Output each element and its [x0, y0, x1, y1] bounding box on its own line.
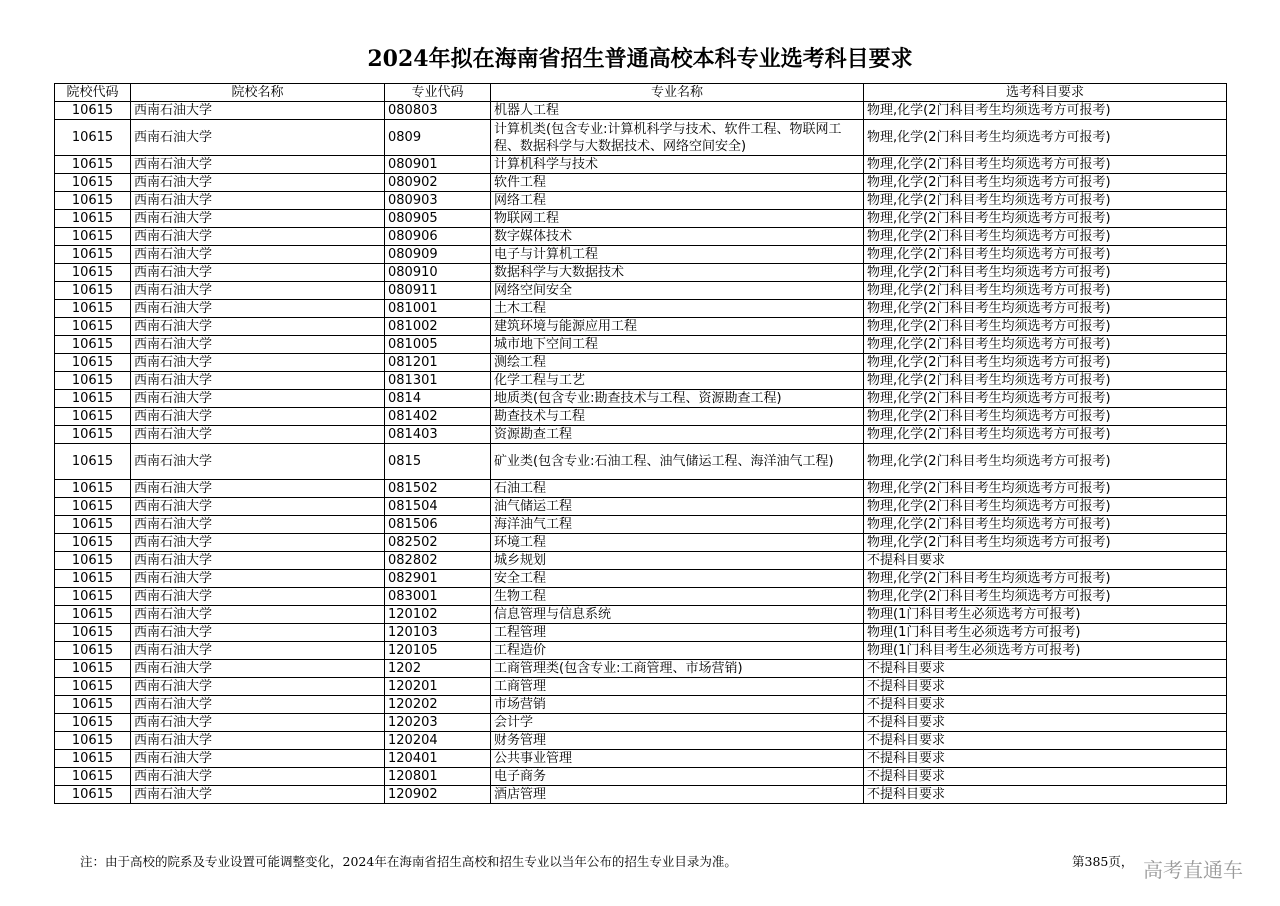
cell-major-name: 生物工程	[491, 588, 864, 606]
cell-school-name: 西南石油大学	[131, 624, 385, 642]
cell-school-name: 西南石油大学	[131, 516, 385, 534]
header-school-code: 院校代码	[55, 84, 131, 102]
cell-school-code: 10615	[55, 210, 131, 228]
cell-school-code: 10615	[55, 390, 131, 408]
table-row	[55, 318, 1227, 336]
cell-major-code: 0815	[385, 444, 491, 480]
cell-major-name: 土木工程	[491, 300, 864, 318]
header-major-code: 专业代码	[385, 84, 491, 102]
table-row	[55, 282, 1227, 300]
cell-subject-requirement: 物理,化学(2门科目考生均须选考方可报考)	[864, 102, 1227, 120]
cell-major-name: 网络工程	[491, 192, 864, 210]
cell-major-name: 公共事业管理	[491, 750, 864, 768]
cell-major-code: 0814	[385, 390, 491, 408]
cell-major-code: 081201	[385, 354, 491, 372]
cell-subject-requirement: 物理,化学(2门科目考生均须选考方可报考)	[864, 336, 1227, 354]
cell-subject-requirement: 物理,化学(2门科目考生均须选考方可报考)	[864, 444, 1227, 480]
cell-school-code: 10615	[55, 174, 131, 192]
cell-school-name: 西南石油大学	[131, 552, 385, 570]
header-major-name: 专业名称	[491, 84, 864, 102]
cell-major-name: 物联网工程	[491, 210, 864, 228]
cell-major-name: 勘查技术与工程	[491, 408, 864, 426]
cell-major-code: 081504	[385, 498, 491, 516]
cell-school-name: 西南石油大学	[131, 228, 385, 246]
cell-major-code: 120103	[385, 624, 491, 642]
cell-school-name: 西南石油大学	[131, 192, 385, 210]
cell-school-code: 10615	[55, 750, 131, 768]
cell-subject-requirement: 物理,化学(2门科目考生均须选考方可报考)	[864, 246, 1227, 264]
cell-school-name: 西南石油大学	[131, 642, 385, 660]
cell-major-code: 080903	[385, 192, 491, 210]
cell-school-code: 10615	[55, 552, 131, 570]
cell-major-code: 120902	[385, 786, 491, 804]
cell-school-name: 西南石油大学	[131, 534, 385, 552]
table-row	[55, 696, 1227, 714]
table-row	[55, 228, 1227, 246]
cell-subject-requirement: 不提科目要求	[864, 552, 1227, 570]
cell-school-name: 西南石油大学	[131, 354, 385, 372]
cell-major-name: 机器人工程	[491, 102, 864, 120]
table-row	[55, 516, 1227, 534]
cell-major-name: 地质类(包含专业:勘查技术与工程、资源勘查工程)	[491, 390, 864, 408]
cell-school-name: 西南石油大学	[131, 408, 385, 426]
cell-major-name: 工程管理	[491, 624, 864, 642]
cell-major-code: 120102	[385, 606, 491, 624]
cell-major-name: 石油工程	[491, 480, 864, 498]
cell-major-name: 会计学	[491, 714, 864, 732]
watermark-text: 高考直通车	[1143, 858, 1243, 882]
cell-major-name: 测绘工程	[491, 354, 864, 372]
cell-major-code: 080803	[385, 102, 491, 120]
cell-major-name: 安全工程	[491, 570, 864, 588]
page-title: 2024年拟在海南省招生普通高校本科专业选考科目要求	[367, 46, 913, 72]
cell-school-code: 10615	[55, 678, 131, 696]
cell-major-name: 油气储运工程	[491, 498, 864, 516]
table-row	[55, 732, 1227, 750]
cell-major-name: 酒店管理	[491, 786, 864, 804]
cell-school-code: 10615	[55, 516, 131, 534]
cell-major-name: 财务管理	[491, 732, 864, 750]
cell-subject-requirement: 物理,化学(2门科目考生均须选考方可报考)	[864, 588, 1227, 606]
cell-subject-requirement: 不提科目要求	[864, 786, 1227, 804]
cell-major-name: 电子商务	[491, 768, 864, 786]
table-header-row	[55, 84, 1227, 102]
cell-school-code: 10615	[55, 426, 131, 444]
cell-major-code: 120801	[385, 768, 491, 786]
cell-school-name: 西南石油大学	[131, 750, 385, 768]
cell-school-code: 10615	[55, 408, 131, 426]
cell-school-name: 西南石油大学	[131, 768, 385, 786]
table-row	[55, 300, 1227, 318]
cell-major-code: 081506	[385, 516, 491, 534]
cell-major-code: 120203	[385, 714, 491, 732]
cell-subject-requirement: 物理(1门科目考生必须选考方可报考)	[864, 624, 1227, 642]
table-row	[55, 750, 1227, 768]
cell-major-name: 海洋油气工程	[491, 516, 864, 534]
cell-subject-requirement: 物理,化学(2门科目考生均须选考方可报考)	[864, 390, 1227, 408]
cell-school-code: 10615	[55, 696, 131, 714]
cell-major-code: 081002	[385, 318, 491, 336]
cell-school-code: 10615	[55, 714, 131, 732]
footnote: 注：由于高校的院系及专业设置可能调整变化，2024年在海南省招生高校和招生专业以当年公布的招生专业目录为准。	[80, 854, 737, 869]
cell-school-code: 10615	[55, 660, 131, 678]
cell-major-code: 120105	[385, 642, 491, 660]
table-row	[55, 642, 1227, 660]
cell-school-code: 10615	[55, 246, 131, 264]
cell-school-code: 10615	[55, 570, 131, 588]
cell-school-code: 10615	[55, 534, 131, 552]
cell-major-name: 计算机类(包含专业:计算机科学与技术、软件工程、物联网工程、数据科学与大数据技术、网络空间安全)	[491, 120, 864, 156]
table-row	[55, 372, 1227, 390]
cell-subject-requirement: 不提科目要求	[864, 696, 1227, 714]
cell-school-name: 西南石油大学	[131, 426, 385, 444]
cell-school-code: 10615	[55, 264, 131, 282]
table-row	[55, 264, 1227, 282]
requirements-table-container	[54, 83, 1226, 804]
cell-major-name: 矿业类(包含专业:石油工程、油气储运工程、海洋油气工程)	[491, 444, 864, 480]
table-row	[55, 660, 1227, 678]
cell-subject-requirement: 物理,化学(2门科目考生均须选考方可报考)	[864, 300, 1227, 318]
table-row	[55, 120, 1227, 156]
cell-major-code: 080902	[385, 174, 491, 192]
cell-school-name: 西南石油大学	[131, 606, 385, 624]
table-row	[55, 444, 1227, 480]
cell-major-name: 数据科学与大数据技术	[491, 264, 864, 282]
page-number: 第385页，	[1072, 854, 1134, 869]
cell-subject-requirement: 物理,化学(2门科目考生均须选考方可报考)	[864, 534, 1227, 552]
cell-school-code: 10615	[55, 642, 131, 660]
cell-school-name: 西南石油大学	[131, 336, 385, 354]
cell-major-code: 080909	[385, 246, 491, 264]
cell-school-name: 西南石油大学	[131, 264, 385, 282]
cell-subject-requirement: 物理,化学(2门科目考生均须选考方可报考)	[864, 228, 1227, 246]
table-row	[55, 156, 1227, 174]
cell-subject-requirement: 不提科目要求	[864, 660, 1227, 678]
cell-subject-requirement: 物理,化学(2门科目考生均须选考方可报考)	[864, 426, 1227, 444]
cell-subject-requirement: 物理,化学(2门科目考生均须选考方可报考)	[864, 156, 1227, 174]
cell-major-name: 计算机科学与技术	[491, 156, 864, 174]
cell-major-code: 080910	[385, 264, 491, 282]
cell-major-code: 120202	[385, 696, 491, 714]
table-row	[55, 480, 1227, 498]
cell-school-code: 10615	[55, 318, 131, 336]
cell-school-name: 西南石油大学	[131, 786, 385, 804]
table-row	[55, 624, 1227, 642]
cell-school-name: 西南石油大学	[131, 480, 385, 498]
cell-school-code: 10615	[55, 606, 131, 624]
cell-school-name: 西南石油大学	[131, 174, 385, 192]
cell-school-code: 10615	[55, 228, 131, 246]
cell-subject-requirement: 物理,化学(2门科目考生均须选考方可报考)	[864, 192, 1227, 210]
cell-subject-requirement: 物理,化学(2门科目考生均须选考方可报考)	[864, 282, 1227, 300]
table-row	[55, 588, 1227, 606]
requirements-table	[54, 83, 1227, 804]
cell-school-code: 10615	[55, 480, 131, 498]
cell-subject-requirement: 物理,化学(2门科目考生均须选考方可报考)	[864, 408, 1227, 426]
cell-school-code: 10615	[55, 444, 131, 480]
table-row	[55, 336, 1227, 354]
table-row	[55, 552, 1227, 570]
cell-subject-requirement: 物理,化学(2门科目考生均须选考方可报考)	[864, 570, 1227, 588]
cell-school-name: 西南石油大学	[131, 390, 385, 408]
cell-school-name: 西南石油大学	[131, 498, 385, 516]
table-row	[55, 408, 1227, 426]
cell-school-code: 10615	[55, 786, 131, 804]
cell-major-code: 080911	[385, 282, 491, 300]
cell-school-name: 西南石油大学	[131, 300, 385, 318]
cell-school-code: 10615	[55, 120, 131, 156]
cell-major-name: 城乡规划	[491, 552, 864, 570]
cell-major-code: 120204	[385, 732, 491, 750]
cell-subject-requirement: 物理,化学(2门科目考生均须选考方可报考)	[864, 120, 1227, 156]
cell-subject-requirement: 不提科目要求	[864, 714, 1227, 732]
cell-school-name: 西南石油大学	[131, 714, 385, 732]
cell-major-name: 信息管理与信息系统	[491, 606, 864, 624]
table-row	[55, 498, 1227, 516]
cell-subject-requirement: 物理,化学(2门科目考生均须选考方可报考)	[864, 516, 1227, 534]
cell-school-name: 西南石油大学	[131, 246, 385, 264]
cell-subject-requirement: 物理,化学(2门科目考生均须选考方可报考)	[864, 354, 1227, 372]
cell-major-name: 建筑环境与能源应用工程	[491, 318, 864, 336]
cell-major-code: 081001	[385, 300, 491, 318]
cell-major-code: 081502	[385, 480, 491, 498]
table-body	[55, 102, 1227, 804]
cell-school-code: 10615	[55, 624, 131, 642]
cell-school-name: 西南石油大学	[131, 678, 385, 696]
cell-major-code: 082502	[385, 534, 491, 552]
cell-subject-requirement: 物理,化学(2门科目考生均须选考方可报考)	[864, 318, 1227, 336]
cell-school-code: 10615	[55, 588, 131, 606]
cell-subject-requirement: 不提科目要求	[864, 768, 1227, 786]
table-row	[55, 174, 1227, 192]
cell-school-code: 10615	[55, 156, 131, 174]
cell-major-name: 工程造价	[491, 642, 864, 660]
table-row	[55, 210, 1227, 228]
cell-major-code: 081403	[385, 426, 491, 444]
cell-subject-requirement: 不提科目要求	[864, 750, 1227, 768]
cell-school-name: 西南石油大学	[131, 210, 385, 228]
cell-major-code: 080905	[385, 210, 491, 228]
table-row	[55, 246, 1227, 264]
table-row	[55, 606, 1227, 624]
table-row	[55, 426, 1227, 444]
cell-subject-requirement: 物理(1门科目考生必须选考方可报考)	[864, 606, 1227, 624]
cell-school-code: 10615	[55, 336, 131, 354]
cell-school-code: 10615	[55, 354, 131, 372]
cell-school-name: 西南石油大学	[131, 660, 385, 678]
cell-major-name: 网络空间安全	[491, 282, 864, 300]
cell-school-name: 西南石油大学	[131, 156, 385, 174]
cell-major-code: 0809	[385, 120, 491, 156]
cell-school-code: 10615	[55, 300, 131, 318]
cell-major-code: 082901	[385, 570, 491, 588]
table-row	[55, 534, 1227, 552]
table-row	[55, 714, 1227, 732]
cell-major-name: 工商管理类(包含专业:工商管理、市场营销)	[491, 660, 864, 678]
cell-school-code: 10615	[55, 102, 131, 120]
cell-major-code: 080906	[385, 228, 491, 246]
cell-subject-requirement: 物理,化学(2门科目考生均须选考方可报考)	[864, 210, 1227, 228]
header-subject-requirement: 选考科目要求	[864, 84, 1227, 102]
cell-school-name: 西南石油大学	[131, 732, 385, 750]
table-row	[55, 678, 1227, 696]
cell-major-name: 工商管理	[491, 678, 864, 696]
cell-major-code: 080901	[385, 156, 491, 174]
cell-major-name: 电子与计算机工程	[491, 246, 864, 264]
cell-school-code: 10615	[55, 498, 131, 516]
cell-school-name: 西南石油大学	[131, 102, 385, 120]
cell-major-code: 120201	[385, 678, 491, 696]
cell-major-code: 082802	[385, 552, 491, 570]
header-school-name: 院校名称	[131, 84, 385, 102]
table-row	[55, 354, 1227, 372]
cell-major-code: 081005	[385, 336, 491, 354]
cell-major-name: 化学工程与工艺	[491, 372, 864, 390]
cell-subject-requirement: 物理,化学(2门科目考生均须选考方可报考)	[864, 498, 1227, 516]
cell-major-code: 120401	[385, 750, 491, 768]
cell-school-name: 西南石油大学	[131, 588, 385, 606]
cell-major-name: 软件工程	[491, 174, 864, 192]
cell-school-name: 西南石油大学	[131, 120, 385, 156]
cell-major-name: 城市地下空间工程	[491, 336, 864, 354]
cell-school-code: 10615	[55, 372, 131, 390]
cell-major-code: 081402	[385, 408, 491, 426]
cell-subject-requirement: 物理,化学(2门科目考生均须选考方可报考)	[864, 372, 1227, 390]
cell-major-code: 083001	[385, 588, 491, 606]
cell-subject-requirement: 物理,化学(2门科目考生均须选考方可报考)	[864, 264, 1227, 282]
cell-school-code: 10615	[55, 732, 131, 750]
cell-subject-requirement: 物理,化学(2门科目考生均须选考方可报考)	[864, 480, 1227, 498]
table-row	[55, 192, 1227, 210]
cell-major-name: 环境工程	[491, 534, 864, 552]
cell-school-name: 西南石油大学	[131, 444, 385, 480]
cell-school-code: 10615	[55, 192, 131, 210]
cell-major-name: 市场营销	[491, 696, 864, 714]
cell-school-name: 西南石油大学	[131, 372, 385, 390]
table-row	[55, 102, 1227, 120]
cell-major-name: 数字媒体技术	[491, 228, 864, 246]
table-row	[55, 570, 1227, 588]
cell-school-name: 西南石油大学	[131, 282, 385, 300]
cell-school-code: 10615	[55, 282, 131, 300]
cell-school-name: 西南石油大学	[131, 696, 385, 714]
cell-major-code: 1202	[385, 660, 491, 678]
cell-school-code: 10615	[55, 768, 131, 786]
table-row	[55, 390, 1227, 408]
cell-school-name: 西南石油大学	[131, 318, 385, 336]
table-row	[55, 768, 1227, 786]
cell-subject-requirement: 物理,化学(2门科目考生均须选考方可报考)	[864, 174, 1227, 192]
table-row	[55, 786, 1227, 804]
cell-major-name: 资源勘查工程	[491, 426, 864, 444]
cell-school-name: 西南石油大学	[131, 570, 385, 588]
cell-subject-requirement: 物理(1门科目考生必须选考方可报考)	[864, 642, 1227, 660]
cell-subject-requirement: 不提科目要求	[864, 678, 1227, 696]
cell-subject-requirement: 不提科目要求	[864, 732, 1227, 750]
cell-major-code: 081301	[385, 372, 491, 390]
